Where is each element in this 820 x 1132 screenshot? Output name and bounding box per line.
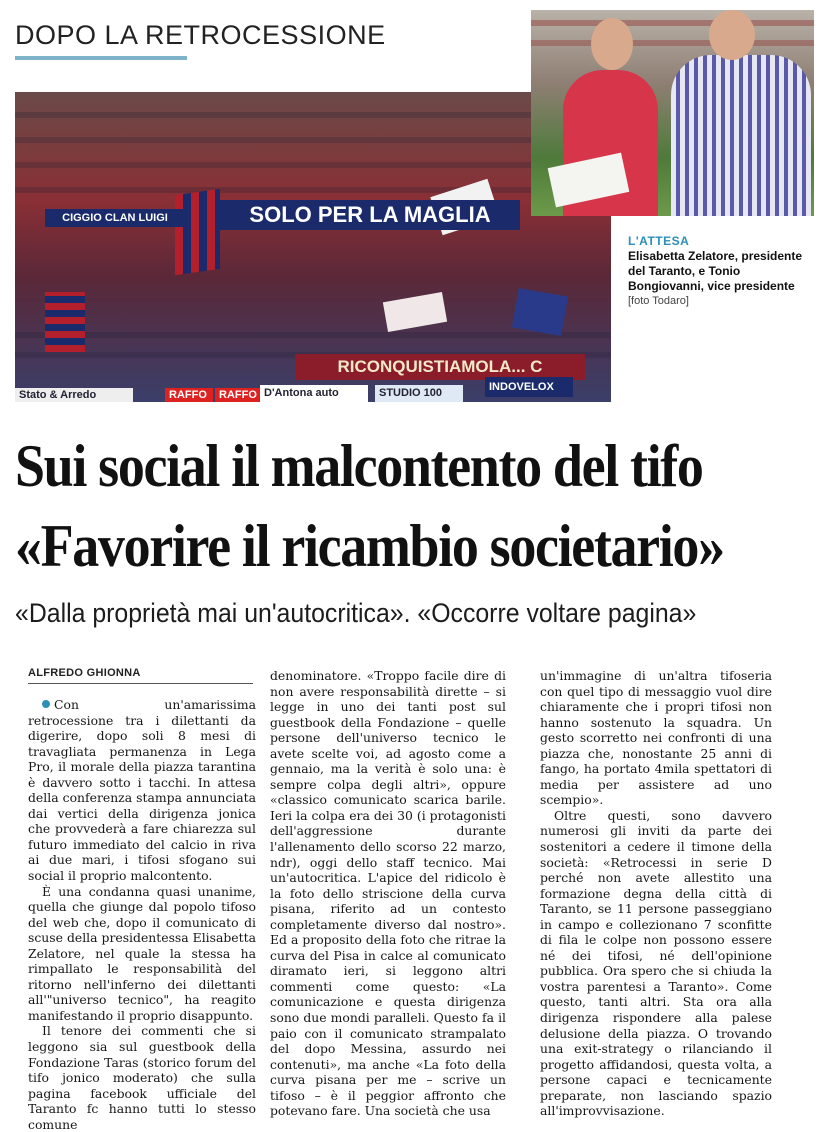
headline-line-2: «Favorire il ricambio societario»: [15, 513, 724, 579]
caption-credit: [foto Todaro]: [628, 295, 689, 307]
caption-body: Elisabetta Zelatore, presidente del Taranto, e Tonio Bongiovanni, vice presidente: [628, 249, 803, 293]
banner-bottom: RICONQUISTIAMOLA... C: [295, 354, 585, 380]
executives-photo: [531, 10, 814, 216]
bullet-dot-icon: [42, 700, 50, 708]
banner-left: CIGGIO CLAN LUIGI: [45, 209, 185, 227]
byline: ALFREDO GHIONNA: [28, 667, 141, 679]
paragraph: È una condanna quasi unanime, quella che giunge dal popolo tifoso del web che, dopo il comunicato di scuse della presidentessa Elisabetta Zelatore, nel quale la stessa ha rimpallato le responsabilità del ritorno nell'inferno dei dilettanti all'"universo tecnico", ha reagito manifestando il proprio disappunto.: [28, 883, 256, 1023]
paragraph: Il tenore dei commenti che si leggono sia sul guestbook della Fondazione Taras (storico forum del tifo jonico moderato) che sulla pagina facebook ufficiale del Taranto fc hanno tutti lo stesso comune: [28, 1023, 256, 1132]
byline-rule: [28, 683, 253, 684]
ad-board: D'Antona auto: [260, 385, 368, 402]
article-column-2: [270, 668, 506, 1119]
paragraph: un'immagine di un'altra tifoseria con quel tipo di messaggio vuol dire chiaramente che i propri tifosi non hanno sostenuto la squadra. Un gesto scorretto nei confronti di una piazza che, nonostante 25 anni di fango, ha portato 4mila spettatori di media per assistere ad uno scempio».: [540, 668, 772, 808]
ad-board: RAFFO: [215, 388, 263, 402]
subheadline: «Dalla proprietà mai un'autocritica». «Occorre voltare pagina»: [15, 598, 697, 628]
ad-board: STUDIO 100: [375, 385, 463, 402]
caption-title: L'ATTESA: [628, 234, 690, 248]
flag: [175, 189, 220, 275]
ad-board: INDOVELOX: [485, 377, 573, 397]
paragraph: denominatore. «Troppo facile dire di non avere responsabilità dirette – si legge in uno dei tanti post sul guestbook della Fondazione – quelle persone dell'universo tecnico le avete scelte voi, ad agosto come a gennaio, ma la verità è solo una: è sempre colpa degli altri», oppure «classico comunicato scarica barile. Ieri la colpa era dei 30 (i protagonisti dell'aggressione durante l'allenamento dello scorso 22 marzo, ndr), oggi dello staff tecnico. Mai un'autocritica. L'apice del ridicolo è la foto dello striscione della curva pisana, riferito ad un contesto completamente diverso dal nostro». Ed a proposito della foto che ritrae la curva del Pisa in calce al comunicato diramato ieri, si leggono altri commenti come questo: «La comunicazione e questa dirigenza sono due mondi paralleli. Questo fa il paio con il comunicato strampalato del dopo Messina, assurdo nei contenuti», ma anche «La foto della curva pisana per me – scrive un tifoso – è il peggior affronto che potevano fare. Una società che usa: [270, 668, 506, 1119]
flag: [45, 292, 85, 352]
photo-caption: [628, 234, 808, 309]
paragraph: Oltre questi, sono davvero numerosi gli inviti da parte dei sostenitori a cedere il timone della società: «Retrocessi in serie D perché non avete allestito una formazione degna della città di Taranto, se 11 persone passeggiano in campo e collezionano 7 sconfitte di fila le colpe non possono essere né dei tifosi, né dell'opinione pubblica. Ora spero che si chiuda la vostra parentesi a Taranto». Come questo, tanti altri. Sta ora alla dirigenza rispondere alla palese delusione della piazza. O trovando una exit-strategy o rilanciando il progetto affidandosi, questa volta, a persone capaci e tecnicamente preparate, non lasciando spazio all'improvvisazione.: [540, 807, 772, 1119]
stadium-photo: [15, 92, 611, 402]
person-man: [671, 55, 811, 216]
section-kicker: DOPO LA RETROCESSIONE: [15, 20, 386, 50]
paragraph: Con un'amarissima retrocessione tra i dilettanti da digerire, dopo soli 8 mesi di travagliata permanenza in Lega Pro, il morale della piazza tarantina è davvero sotto i tacchi. In attesa della conferenza stampa annunciata dai vertici della dirigenza jonica che provvederà a fare chiarezza sul futuro immediato del calcio in riva ai due mari, i tifosi sfogano sui social il proprio malcontento.: [28, 697, 256, 884]
flag: [383, 292, 447, 332]
ad-board: RAFFO: [165, 388, 213, 402]
article-column-1: [28, 697, 256, 1132]
banner-main: SOLO PER LA MAGLIA: [220, 200, 520, 230]
article-column-3: [540, 668, 772, 1119]
kicker-underline: [15, 56, 187, 60]
ad-board: Stato & Arredo: [15, 388, 133, 402]
flag: [512, 288, 568, 336]
headline-line-1: Sui social il malcontento del tifo: [15, 433, 703, 499]
